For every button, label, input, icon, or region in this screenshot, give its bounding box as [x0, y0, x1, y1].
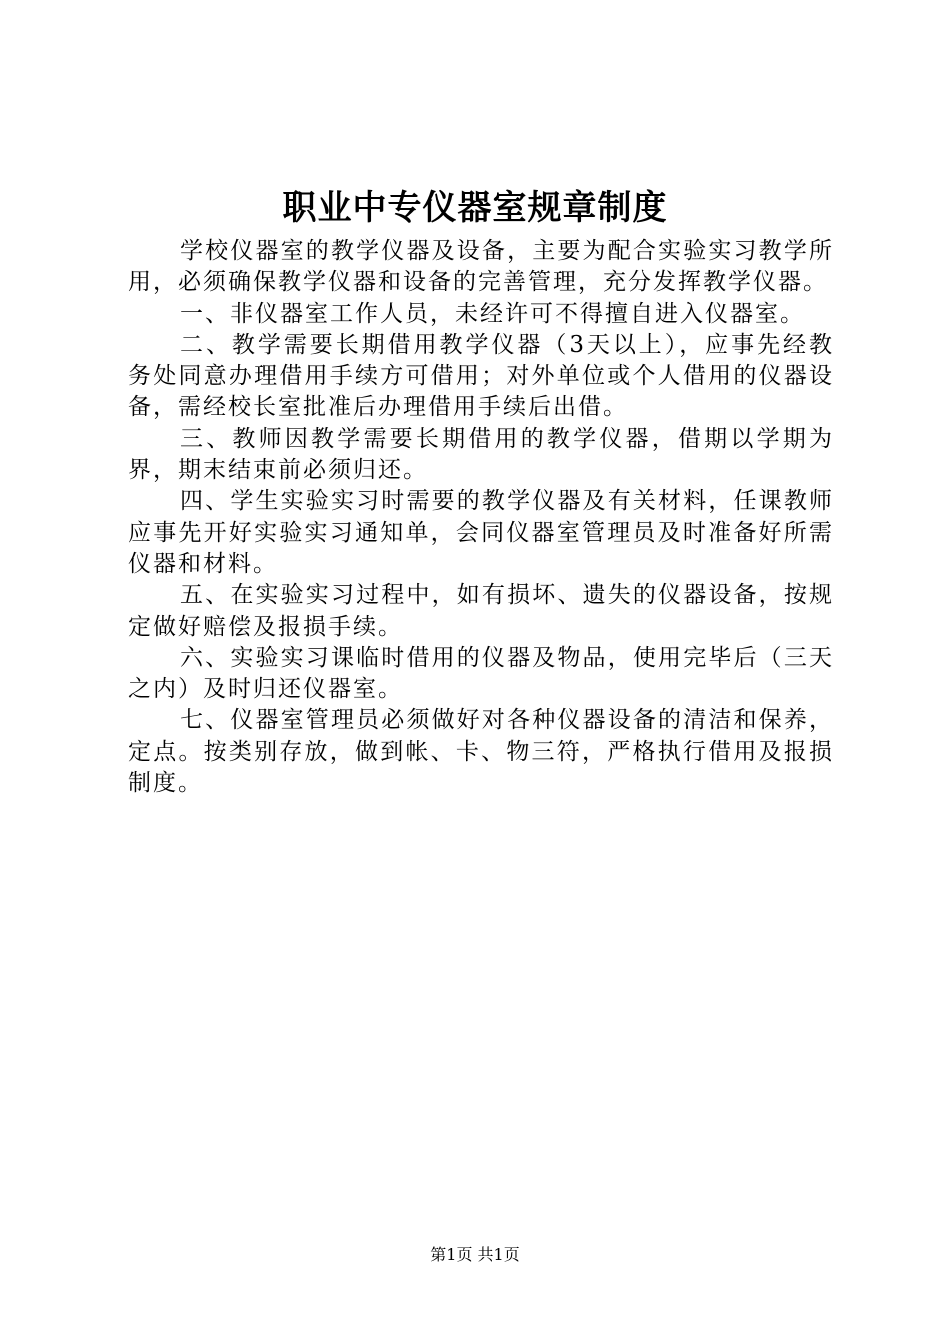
document-title: 职业中专仪器室规章制度 [282, 188, 668, 228]
paragraph-rule-4: 四、学生实验实习时需要的教学仪器及有关材料，任课教师应事先开好实验实习通知单，会同仪器室管理员及时准备好所需仪器和材料。 [128, 488, 834, 577]
paragraph-rule-2: 二、教学需要长期借用教学仪器（3天以上），应事先经教务处同意办理借用手续方可借用；对外单位或个人借用的仪器设备，需经校长室批准后办理借用手续后出借。 [128, 331, 834, 421]
paragraph-intro: 学校仪器室的教学仪器及设备，主要为配合实验实习教学所用，必须确保教学仪器和设备的完善管理，充分发挥教学仪器。 [128, 238, 834, 296]
paragraph-rule-7: 七、仪器室管理员必须做好对各种仪器设备的清洁和保养，定点。按类别存放，做到帐、卡、物三符，严格执行借用及报损制度。 [128, 707, 834, 797]
document-body [128, 236, 834, 799]
paragraph-rule-5: 五、在实验实习过程中，如有损坏、遗失的仪器设备，按规定做好赔偿及报损手续。 [128, 582, 834, 640]
paragraph-rule-1: 一、非仪器室工作人员，未经许可不得擅自进入仪器室。 [180, 300, 805, 327]
paragraph-rule-6: 六、实验实习课临时借用的仪器及物品，使用完毕后（三天之内）及时归还仪器室。 [128, 644, 834, 703]
paragraph-rule-3: 三、教师因教学需要长期借用的教学仪器，借期以学期为界，期末结束前必须归还。 [128, 425, 834, 484]
page-footer: 第1页 共1页 [430, 1245, 520, 1264]
